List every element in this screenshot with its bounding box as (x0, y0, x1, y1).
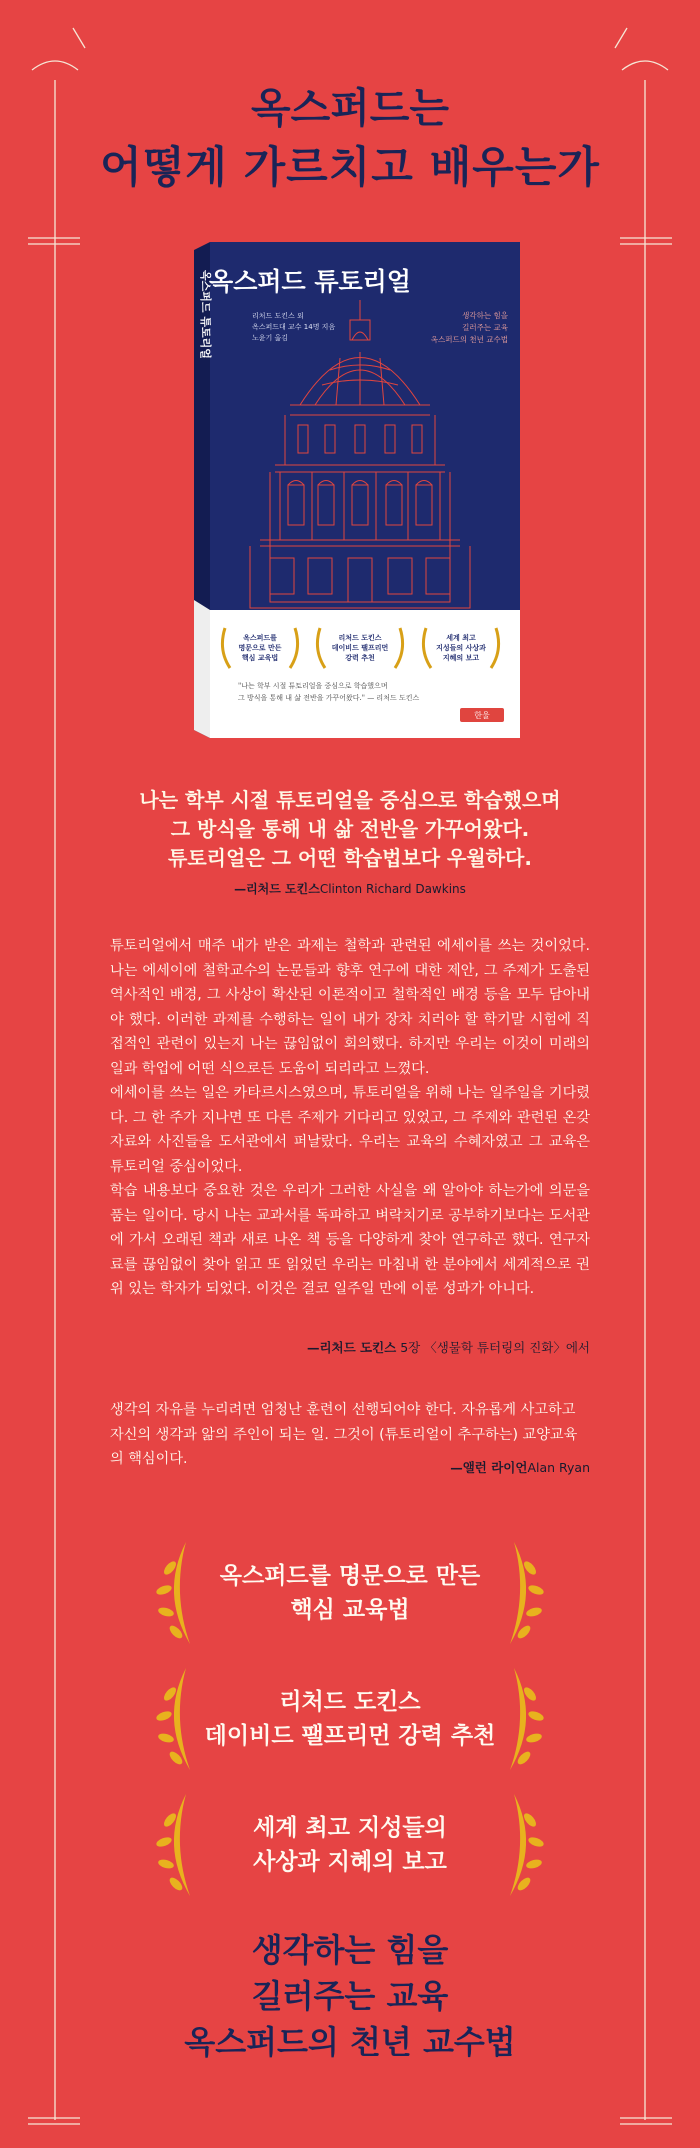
book-tagline-2: 길러주는 교육 (462, 323, 508, 332)
svg-text:옥스퍼드를: 옥스퍼드를 (243, 634, 277, 642)
svg-text:명문으로 만든: 명문으로 만든 (238, 644, 282, 652)
excerpt-paragraph: 학습 내용보다 중요한 것은 우리가 그러한 사실을 왜 알아야 하는가에 의문을 품는 일이다. 당시 나는 교과서를 독파하고 벼락치기로 공부하기보다는 도서관에 가서 오래된 책과 새로 나온 책 등을 다양하게 찾아 연구하곤 했다. 연구자료를 끊임없이 찾아 읽고 또 읽었던 우리는 마침내 한 분야에서 세계적으로 권위 있는 학자가 되었다. 이것은 결코 일주일 만에 이룬 성과가 아니다. (110, 1183, 590, 1297)
award-text: 사상과 지혜의 보고 (253, 1849, 447, 1875)
excerpt-paragraph: 튜토리얼에서 매주 내가 받은 과제는 철학과 관련된 에세이를 쓰는 것이었다. 나는 에세이에 철학교수의 논문들과 향후 연구에 대한 제안, 그 주제가 도출된 역사적인 배경, 그 사상이 확산된 이론적이고 철학적인 배경 등을 모두 담아내야 했다. 이러한 과제를 수행하는 일이 내가 장차 치러야 할 학기말 시험에 직접적인 관련이 있는지 나는 끊임없이 회의했다. 하지만 우리는 이것이 미래의 일과 학업에 어떤 식으로든 도움이 되리라고 느꼈다. (110, 938, 590, 1077)
headline-line1: 옥스퍼드는 (250, 84, 450, 132)
headline (0, 78, 700, 198)
quote-line: 그 방식을 통해 내 삶 전반을 가꾸어왔다. (170, 817, 530, 841)
book-cover-quote-2: 그 방식을 통해 내 삶 전반을 가꾸어왔다." — 리처드 도킨스 (238, 694, 420, 702)
book-spine-title: 옥스퍼드 튜토리얼 (199, 270, 212, 359)
award-1 (150, 1538, 550, 1648)
svg-text:지혜의 보고: 지혜의 보고 (442, 654, 480, 662)
book-credit-2: 옥스퍼드대 교수 14명 지음 (252, 323, 336, 331)
award-text: 리처드 도킨스 (279, 1689, 421, 1715)
svg-text:데이비드 팰프리먼: 데이비드 팰프리먼 (331, 644, 389, 652)
svg-text:세계 최고: 세계 최고 (446, 634, 476, 642)
svg-text:강력 추천: 강력 추천 (345, 654, 375, 662)
book-credit-1: 리처드 도킨스 외 (252, 312, 304, 320)
book-title: 옥스퍼드 튜토리얼 (209, 267, 411, 296)
award-text: 핵심 교육법 (290, 1597, 410, 1623)
award-3 (150, 1790, 550, 1900)
quote-line: 나는 학부 시절 튜토리얼을 중심으로 학습했으며 (139, 788, 561, 812)
excerpt-attribution: —리처드 도킨스 5장 〈생물학 튜터링의 진화〉에서 (306, 1340, 590, 1355)
featured-quote (0, 786, 700, 873)
book-credit-3: 노윤기 옮김 (252, 334, 289, 342)
award-text: 세계 최고 지성들의 (253, 1815, 447, 1841)
svg-text:리처드 도킨스: 리처드 도킨스 (338, 634, 382, 642)
award-text: 옥스퍼드를 명문으로 만든 (219, 1563, 481, 1589)
award-text: 데이비드 팰프리먼 강력 추천 (204, 1723, 496, 1749)
book-publisher-logo: 한울 (474, 711, 490, 720)
headline-line2: 어떻게 가르치고 배우는가 (100, 143, 600, 193)
excerpt-body (110, 934, 590, 1302)
book-tagline-1: 생각하는 힘을 (462, 311, 508, 320)
award-2 (150, 1664, 550, 1774)
svg-text:핵심 교육법: 핵심 교육법 (241, 654, 279, 662)
book-tagline-3: 옥스퍼드의 천년 교수법 (430, 335, 508, 344)
book-cover-quote-1: "나는 학부 시절 튜토리얼을 중심으로 학습했으며 (238, 682, 388, 690)
closing-line: 길러주는 교육 (251, 1977, 449, 2015)
closing-line: 생각하는 힘을 (251, 1931, 449, 1969)
closing-tagline (0, 1927, 700, 2065)
quote-line: 튜토리얼은 그 어떤 학습법보다 우월하다. (168, 846, 532, 870)
alan-ryan-quote: 생각의 자유를 누리려면 엄청난 훈련이 선행되어야 한다. 자유롭게 사고하고 자신의 생각과 앎의 주인이 되는 일. 그것이 (튜토리얼이 추구하는) 교양교육의 핵심이다. (110, 1402, 578, 1467)
quote-author: —리처드 도킨스Clinton Richard Dawkins (234, 882, 466, 896)
alan-ryan-attribution: —앨런 라이언Alan Ryan (450, 1460, 590, 1475)
svg-text:지성들의 사상과: 지성들의 사상과 (436, 644, 486, 652)
book-cover (190, 240, 520, 740)
closing-line: 옥스퍼드의 천년 교수법 (184, 2023, 516, 2061)
excerpt-paragraph: 에세이를 쓰는 일은 카타르시스였으며, 튜토리얼을 위해 나는 일주일을 기다렸다. 그 한 주가 지나면 또 다른 주제가 기다리고 있었고, 그 주제와 관련된 온갖 자료와 사진들을 도서관에서 퍼날랐다. 우리는 교육의 수혜자였고 그 교육은 튜토리얼 중심이었다. (110, 1085, 590, 1175)
